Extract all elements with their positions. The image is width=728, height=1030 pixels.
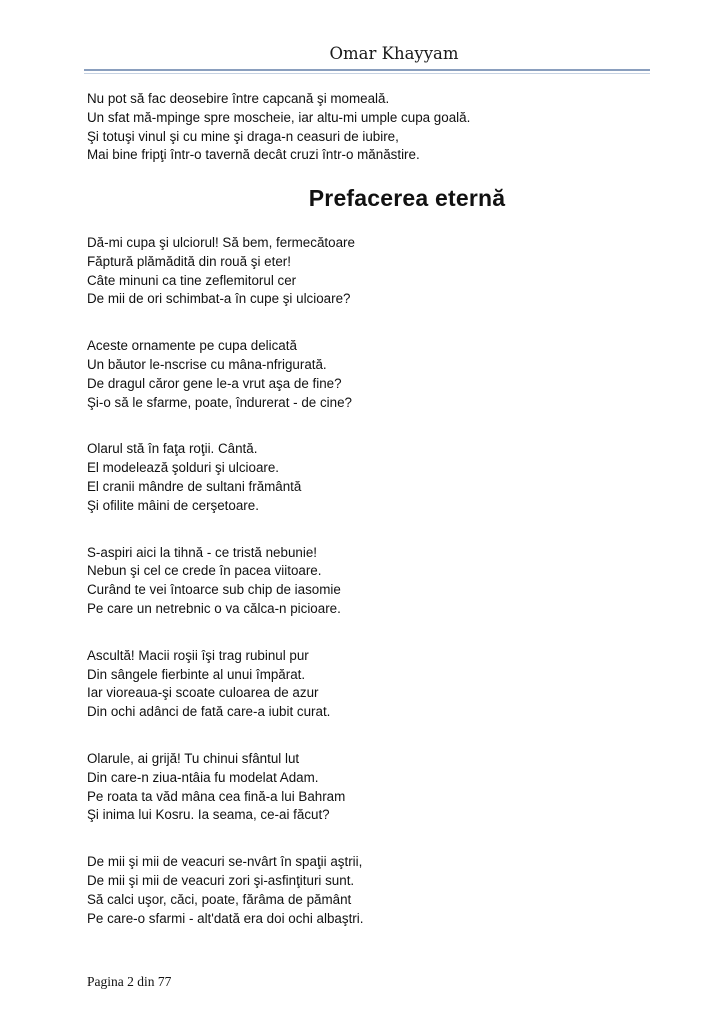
- header-rule: [84, 69, 650, 71]
- verse-line: De mii şi mii de veacuri se-nvârt în spaţii aştrii,: [87, 854, 363, 870]
- stanza: [87, 234, 667, 309]
- page-number: Pagina 2 din 77: [87, 974, 172, 989]
- verse-line: Dă-mi cupa şi ulciorul! Să bem, fermecătoare: [87, 234, 355, 250]
- verse-line: Aceste ornamente pe cupa delicată: [87, 338, 297, 354]
- verse-line: Pe roata ta văd mâna cea fină-a lui Bahram: [87, 788, 346, 804]
- intro-stanza: [87, 90, 667, 165]
- verse-line: El modelează şolduri şi ulcioare.: [87, 460, 280, 476]
- verse-line: Şi ofilite mâini de cerşetoare.: [87, 497, 259, 513]
- page-body: [87, 90, 667, 928]
- verse-line: Din ochi adânci de fată care-a iubit curat.: [87, 704, 331, 720]
- verse-line: Un băutor le-nscrise cu mâna-nfrigurată.: [87, 356, 327, 372]
- verse-line: Pe care un netrebnic o va călca-n picioare.: [87, 600, 341, 616]
- verse-line: Şi-o să le sfarme, poate, îndurerat - de cine?: [87, 394, 352, 410]
- verse-line: Mai bine fripţi într-o tavernă decât cruzi într-o mănăstire.: [87, 147, 420, 163]
- verse-line: Din care-n ziua-ntâia fu modelat Adam.: [87, 769, 319, 785]
- page-header-title: Omar Khayyam: [329, 44, 459, 63]
- verse-line: De mii şi mii de veacuri zori şi-asfinţituri sunt.: [87, 872, 355, 888]
- verse-line: El cranii mândre de sultani frământă: [87, 478, 302, 494]
- verse-line: Un sfat mă-mpinge spre moscheie, iar altu-mi umple cupa goală.: [87, 109, 471, 125]
- stanza: [87, 750, 667, 825]
- verse-line: Nebun şi cel ce crede în pacea viitoare.: [87, 563, 322, 579]
- stanza: [87, 647, 667, 722]
- stanza: [87, 440, 667, 515]
- verse-line: Să calci uşor, căci, poate, fărâma de pământ: [87, 891, 352, 907]
- verse-line: De mii de ori schimbat-a în cupe şi ulcioare?: [87, 291, 351, 307]
- verse-line: Şi inima lui Kosru. Ia seama, ce-ai făcut?: [87, 807, 330, 823]
- verse-line: Nu pot să fac deosebire între capcană şi momeală.: [87, 91, 390, 106]
- verse-line: Şi totuşi vinul şi cu mine şi draga-n ceasuri de iubire,: [87, 128, 399, 144]
- stanza: [87, 337, 667, 412]
- verse-line: Câte minuni ca tine zeflemitorul cer: [87, 272, 297, 288]
- verse-line: Iar vioreaua-şi scoate culoarea de azur: [87, 685, 319, 701]
- verse-line: Ascultă! Macii roşii îşi trag rubinul pur: [87, 647, 309, 663]
- verse-line: Făptură plămădită din rouă şi eter!: [87, 253, 291, 269]
- stanza: [87, 853, 667, 928]
- stanza: [87, 544, 667, 619]
- verse-line: De dragul căror gene le-a vrut aşa de fine?: [87, 375, 342, 391]
- verse-line: Curând te vei întoarce sub chip de iasomie: [87, 582, 341, 598]
- poem-title: Prefacerea eternă: [308, 185, 506, 212]
- header-rule-thin: [84, 73, 650, 74]
- verse-line: Pe care-o sfarmi - alt'dată era doi ochi albaştri.: [87, 910, 364, 926]
- verse-line: S-aspiri aici la tihnă - ce tristă nebunie!: [87, 544, 317, 560]
- verse-line: Olarule, ai grijă! Tu chinui sfântul lut: [87, 750, 300, 766]
- verse-line: Din sângele fierbinte al unui împărat.: [87, 666, 306, 682]
- verse-line: Olarul stă în faţa roţii. Cântă.: [87, 441, 258, 457]
